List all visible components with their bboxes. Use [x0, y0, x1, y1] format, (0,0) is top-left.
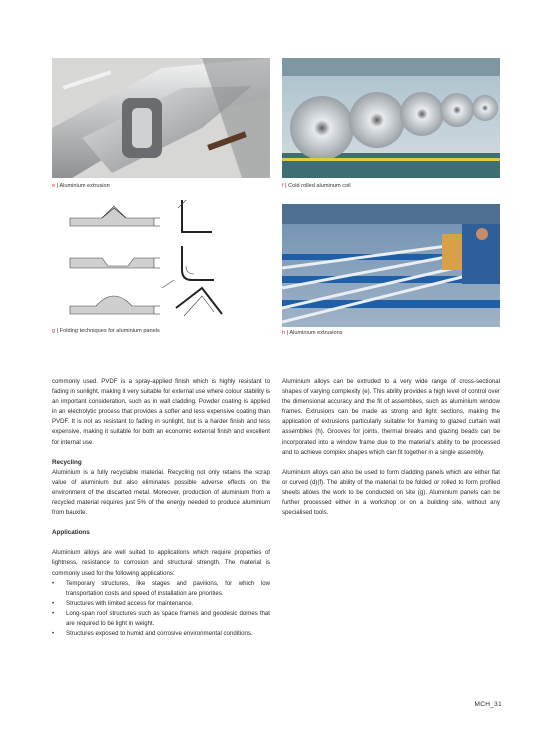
extrusion-line-photo — [282, 204, 500, 327]
applications-list — [52, 579, 270, 640]
list-item: • Long-span roof structures such as space frames and geodesic domes that are required to be light in weight. — [52, 609, 270, 629]
list-item: • Structures with limited access for maintenance. — [52, 599, 270, 609]
body-paragraph: Aluminium alloys can also be used to form cladding panels which are either flat or curved (d)(f). The ability of the material to be folded or rolled to form profiled sheets allows the work to be conducted on site (g). Aluminium panels can be further processed either in a workshop or on a building site, without any specialised tools. — [282, 468, 500, 517]
figure-f-caption: f | Cold rolled aluminum coil — [282, 183, 351, 189]
figure-caption-text: Cold rolled aluminum coil — [288, 183, 351, 189]
figure-caption-text: Folding techniques for aluminium panels — [59, 328, 160, 334]
body-paragraph: Aluminium alloys are well suited to applications which require properties of lightness, resistance to corrosion and structural strength. The material is commonly used for the following applications: — [52, 549, 270, 577]
body-paragraph: commonly used. PVDF is a spray-applied finish which is highly resistant to fading in sunlight, making it very suitable for external use where colour stability is an important consideration, such as in wall cladding. Powder coating is applied in an electrolytic process that provides a softer and less expensive coating than PVDF. It is not as resistant to fading in sunlight, but is a harder finish and less expensive, making it suitable for both an economic external finish and excellent for internal use. — [52, 378, 270, 446]
figure-caption-text: Aluminium extrusion — [59, 183, 110, 189]
figure-caption-text: Aluminium extrusions — [289, 330, 343, 336]
section-heading-recycling: Recycling — [52, 458, 82, 466]
list-item: • Temporary structures, like stages and pavilions, for which low transportation costs and speed of installation are priorities. — [52, 579, 270, 599]
body-paragraph: Aluminium alloys can be extruded to a very wide range of cross-sectional shapes of varying complexity (e). This ability provides a high level of control over the dimensional accuracy and the fit of assemblies, such as aluminium window frames. Extrusions can be made as strong and light sections, making the application of extrusions particularly suitable for framing to glazed curtain wall assemblies (h). Grooves for joints, thermal breaks and glazing beads can be incorporated into a window frame due to the material's ability to be processed and to achieve complex shapes which can fit together in a single assembly. — [282, 378, 500, 456]
figure-h-caption: h | Aluminium extrusions — [282, 330, 343, 336]
right-column — [282, 377, 500, 528]
figure-letter: h — [282, 330, 286, 336]
aluminum-coil-photo — [282, 58, 500, 178]
figure-letter: e — [52, 183, 56, 189]
figure-g-caption: g | Folding techniques for aluminium panels — [52, 328, 160, 334]
page-number: MCH_31 — [474, 701, 502, 708]
folding-techniques-diagram — [62, 196, 242, 328]
section-heading-applications: Applications — [52, 529, 90, 537]
figure-e-caption: e | Aluminium extrusion — [52, 183, 110, 189]
figure-letter: f — [282, 183, 284, 189]
left-column — [52, 377, 270, 639]
body-paragraph: Aluminium is a fully recyclable material. Recycling not only retains the scrap value of aluminium but also eliminates possible adverse effects on the environment of the discarted metal. Moreover, production of aluminium from a recycled material requires just 5% of the energy needed to produce aluminium from bauxite. — [52, 468, 270, 517]
figure-letter: g — [52, 328, 56, 334]
aluminium-extrusion-photo — [52, 58, 270, 178]
list-item: • Structures exposed to humid and corrosive environmental conditions. — [52, 629, 270, 639]
